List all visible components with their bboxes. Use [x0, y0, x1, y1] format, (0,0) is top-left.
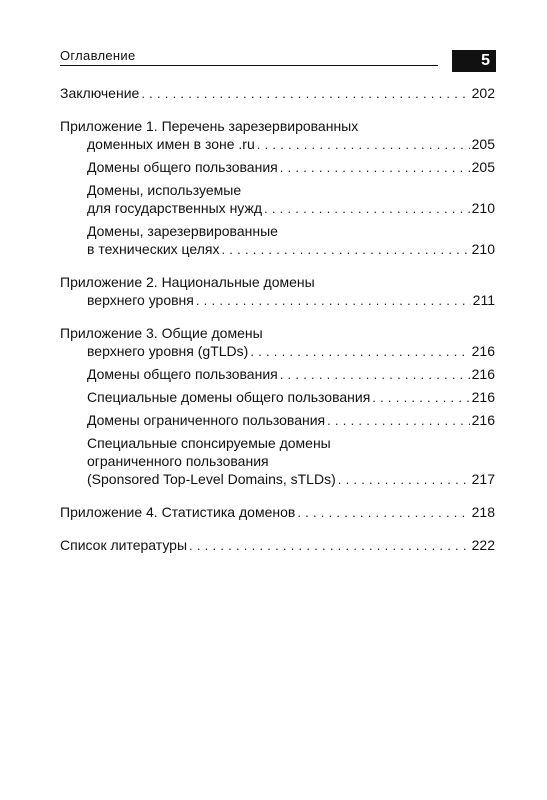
toc-entry[interactable] [60, 536, 495, 555]
leader-dots [327, 412, 470, 430]
toc-entry-page: 216 [471, 366, 495, 382]
toc-entry[interactable] [60, 324, 495, 361]
leader-dots [297, 504, 469, 522]
toc-entry-title-cont: для государственных нужд [87, 200, 262, 216]
toc-entry-title: Домены ограниченного пользования [87, 412, 326, 428]
toc-subentry[interactable] [60, 434, 495, 489]
toc-entry-page: 202 [471, 85, 495, 101]
toc-entry-title-cont: в технических целях [87, 241, 220, 257]
leader-dots [141, 85, 469, 103]
toc-entry-title: Специальные домены общего пользования [87, 389, 371, 405]
toc-subentry[interactable] [60, 411, 495, 430]
leader-dots [338, 471, 470, 489]
leader-dots [221, 241, 469, 259]
toc-group-conclusion [60, 84, 495, 103]
toc-entry-title: Приложение 1. Перечень зарезервированных [60, 118, 359, 134]
toc-subentry[interactable] [60, 158, 495, 177]
toc-entry-page: 216 [471, 343, 495, 359]
leader-dots [257, 136, 470, 154]
toc-entry-title: Домены, зарезервированные [87, 223, 278, 239]
toc-entry-title-cont: верхнего уровня (gTLDs) [87, 343, 249, 359]
toc-subentry[interactable] [60, 222, 495, 259]
toc-entry-title: Приложение 3. Общие домены [60, 325, 263, 341]
leader-dots [264, 200, 470, 218]
toc-entry[interactable] [60, 117, 495, 154]
toc-entry-title-cont: ограниченного пользования [87, 453, 269, 469]
running-header [60, 48, 495, 70]
leader-dots [372, 389, 469, 407]
toc-group-appendix-4 [60, 503, 495, 522]
toc-entry-title: Список литературы [60, 537, 188, 553]
table-of-contents [60, 84, 495, 569]
header-rule [60, 65, 438, 66]
toc-entry-title: Домены, используемые [87, 182, 242, 198]
toc-entry[interactable] [60, 503, 495, 522]
toc-group-bibliography [60, 536, 495, 555]
toc-entry-title-cont: (Sponsored Top-Level Domains, sTLDs) [87, 471, 336, 487]
toc-entry-title: Заключение [60, 85, 140, 101]
toc-entry-page: 216 [471, 412, 495, 428]
toc-entry[interactable] [60, 273, 495, 310]
toc-entry-title: Домены общего пользования [87, 366, 278, 382]
toc-entry-page: 218 [471, 504, 495, 520]
toc-entry-page: 210 [471, 200, 495, 216]
leader-dots [280, 159, 470, 177]
toc-entry-page: 216 [471, 389, 495, 405]
toc-entry-page: 205 [471, 136, 495, 152]
toc-entry-page: 210 [471, 241, 495, 257]
toc-group-appendix-3 [60, 324, 495, 489]
toc-subentry[interactable] [60, 388, 495, 407]
toc-entry-title: Приложение 2. Национальные домены [60, 274, 315, 290]
toc-entry[interactable] [60, 84, 495, 103]
leader-dots [280, 366, 470, 384]
leader-dots [250, 343, 469, 361]
toc-entry-page: 222 [471, 537, 495, 553]
toc-entry-title: Специальные спонсируемые домены [87, 435, 331, 451]
leader-dots [189, 537, 470, 555]
toc-entry-page: 205 [471, 159, 495, 175]
toc-entry-page: 211 [472, 292, 495, 308]
toc-group-appendix-2 [60, 273, 495, 310]
toc-entry-page: 217 [471, 471, 495, 487]
toc-subentry[interactable] [60, 365, 495, 384]
header-title: Оглавление [60, 48, 136, 63]
toc-subentry[interactable] [60, 181, 495, 218]
toc-entry-title-cont: верхнего уровня [87, 292, 194, 308]
toc-entry-title-cont: доменных имен в зоне .ru [87, 136, 255, 152]
page-number-badge: 5 [452, 50, 496, 72]
toc-entry-title: Домены общего пользования [87, 159, 278, 175]
toc-entry-title: Приложение 4. Статистика доменов [60, 504, 296, 520]
toc-group-appendix-1 [60, 117, 495, 259]
leader-dots [196, 292, 471, 310]
